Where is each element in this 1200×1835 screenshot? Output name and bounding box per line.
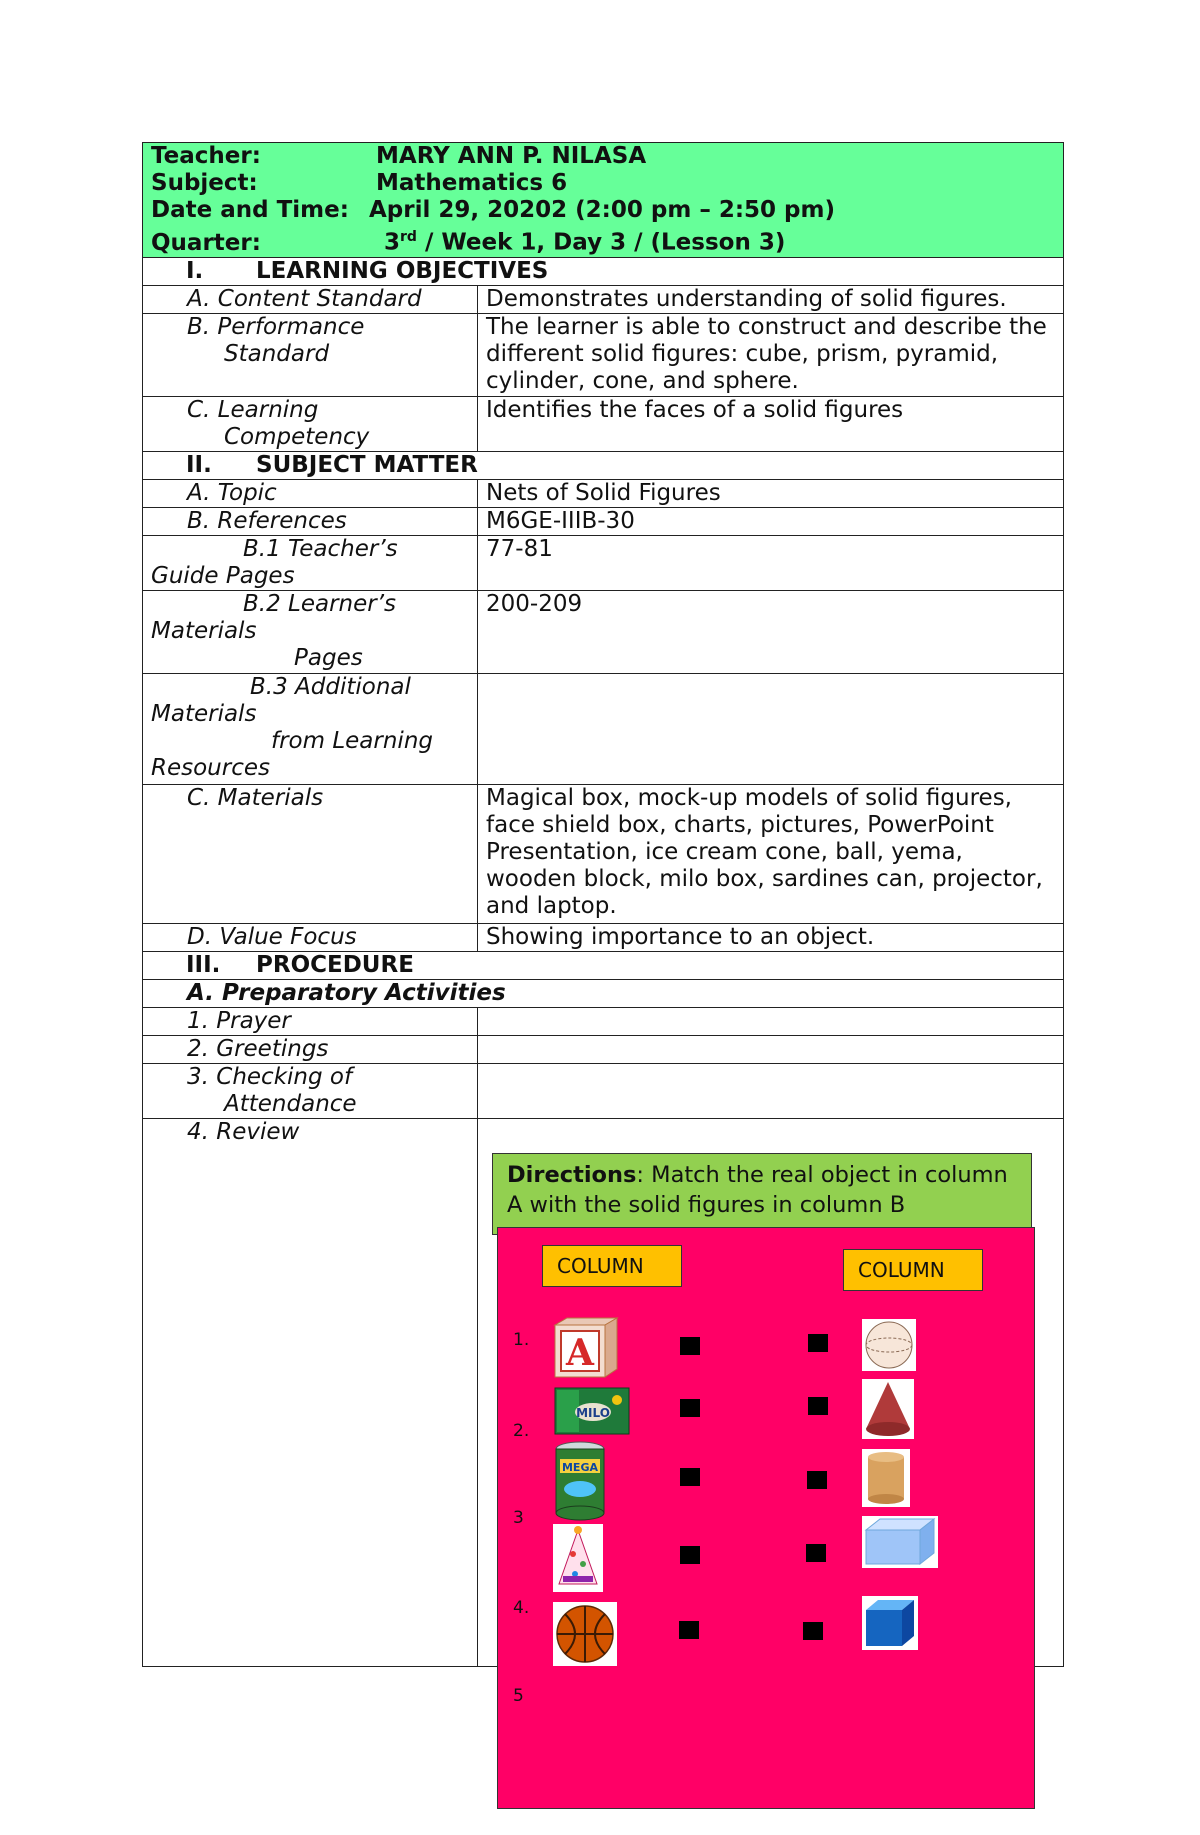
section-procedure (143, 951, 1064, 979)
item-number: 5 (513, 1686, 524, 1706)
item-number: 3 (513, 1508, 524, 1528)
item-number: 2. (513, 1421, 530, 1441)
directions-box (492, 1153, 1032, 1235)
column-b-header: COLUMN (843, 1249, 983, 1291)
greetings-label: 2. Greetings (143, 1035, 478, 1063)
header-block (143, 143, 1064, 258)
cylinder-icon (862, 1449, 910, 1507)
quarter-label: Quarter: (151, 229, 261, 256)
performance-standard-label: B. Performance Standard (143, 313, 478, 396)
sphere-icon (862, 1319, 916, 1371)
directions-text: : Match the real object in column A with the solid figures in column B (507, 1162, 1008, 1218)
match-dot-b5[interactable] (803, 1622, 823, 1640)
section-number: I. (186, 257, 204, 284)
datetime-value: April 29, 20202 (2:00 pm – 2:50 pm) (369, 197, 835, 223)
teachers-guide-label: B.1 Teacher’s Guide Pages (143, 535, 478, 590)
match-dot-a3[interactable] (680, 1468, 700, 1486)
basketball-icon (553, 1602, 617, 1666)
section-subject-matter (143, 451, 1064, 479)
learning-competency-label: C. Learning Competency (143, 396, 478, 451)
quarter-ordinal: 3 (384, 229, 401, 256)
quarter-sup: rd (400, 229, 417, 245)
match-dot-b2[interactable] (808, 1397, 828, 1415)
sardines-can-icon (553, 1441, 607, 1521)
preparatory-activities: A. Preparatory Activities (143, 979, 1064, 1007)
greetings-value (478, 1035, 1064, 1063)
learners-materials-value: 200-209 (478, 590, 1064, 673)
teachers-guide-value: 77-81 (478, 535, 1064, 590)
learners-materials-label: B.2 Learner’s Materials Pages (143, 590, 478, 673)
svg-text:A: A (566, 1332, 594, 1374)
section-number: II. (186, 451, 212, 478)
subject-name: Mathematics 6 (376, 170, 568, 196)
column-a-header: COLUMN (542, 1245, 682, 1287)
section-number: III. (186, 951, 221, 978)
topic-value: Nets of Solid Figures (478, 479, 1064, 507)
materials-value: Magical box, mock-up models of solid figures, face shield box, charts, pictures, PowerPoint Presentation, ice cream cone, ball, yema, wooden block, milo box, sardines can, projector, and laptop. (478, 784, 1064, 923)
materials-label: C. Materials (143, 784, 478, 923)
value-focus-value: Showing importance to an object. (478, 923, 1064, 951)
section-title: SUBJECT MATTER (256, 451, 478, 478)
match-dot-b4[interactable] (806, 1544, 826, 1562)
subject-label: Subject: (151, 170, 258, 196)
party-hat-icon (553, 1524, 603, 1592)
review-label: 4. Review (143, 1118, 478, 1666)
teacher-label: Teacher: (151, 143, 261, 169)
topic-label: A. Topic (143, 479, 478, 507)
matching-board (497, 1227, 1035, 1809)
teacher-name: MARY ANN P. NILASA (376, 143, 647, 169)
quarter-rest: / Week 1, Day 3 / (Lesson 3) (416, 229, 786, 256)
section-title: PROCEDURE (256, 951, 414, 978)
cube-icon (862, 1596, 918, 1650)
content-standard-label: A. Content Standard (143, 285, 478, 313)
additional-materials-label: B.3 Additional Materials from Learning Resources (143, 673, 478, 784)
rectangular-prism-icon (862, 1516, 938, 1568)
attendance-value (478, 1063, 1064, 1118)
additional-materials-value (478, 673, 1064, 784)
references-label: B. References (143, 507, 478, 535)
section-learning-objectives (143, 257, 1064, 285)
match-dot-a4[interactable] (680, 1546, 700, 1564)
toy-block-icon (553, 1317, 619, 1379)
section-title: LEARNING OBJECTIVES (256, 257, 549, 284)
content-standard-value: Demonstrates understanding of solid figures. (478, 285, 1064, 313)
match-dot-a1[interactable] (680, 1337, 700, 1355)
cone-icon (862, 1379, 914, 1439)
directions-label: Directions (507, 1162, 637, 1188)
match-dot-b3[interactable] (807, 1471, 827, 1489)
references-value: M6GE-IIIB-30 (478, 507, 1064, 535)
match-dot-a5[interactable] (679, 1621, 699, 1639)
value-focus-label: D. Value Focus (143, 923, 478, 951)
item-number: 1. (513, 1330, 530, 1350)
match-dot-b1[interactable] (808, 1334, 828, 1352)
svg-text:MILO: MILO (576, 1406, 610, 1420)
attendance-label: 3. Checking of Attendance (143, 1063, 478, 1118)
datetime-label: Date and Time: (151, 197, 349, 223)
prayer-value (478, 1007, 1064, 1035)
item-number: 4. (513, 1598, 530, 1618)
prayer-label: 1. Prayer (143, 1007, 478, 1035)
milo-box-icon (553, 1386, 631, 1436)
svg-text:MEGA: MEGA (561, 1461, 599, 1474)
match-dot-a2[interactable] (680, 1399, 700, 1417)
learning-competency-value: Identifies the faces of a solid figures (478, 396, 1064, 451)
performance-standard-value: The learner is able to construct and describe the different solid figures: cube, prism, pyramid, cylinder, cone, and sphere. (478, 313, 1064, 396)
